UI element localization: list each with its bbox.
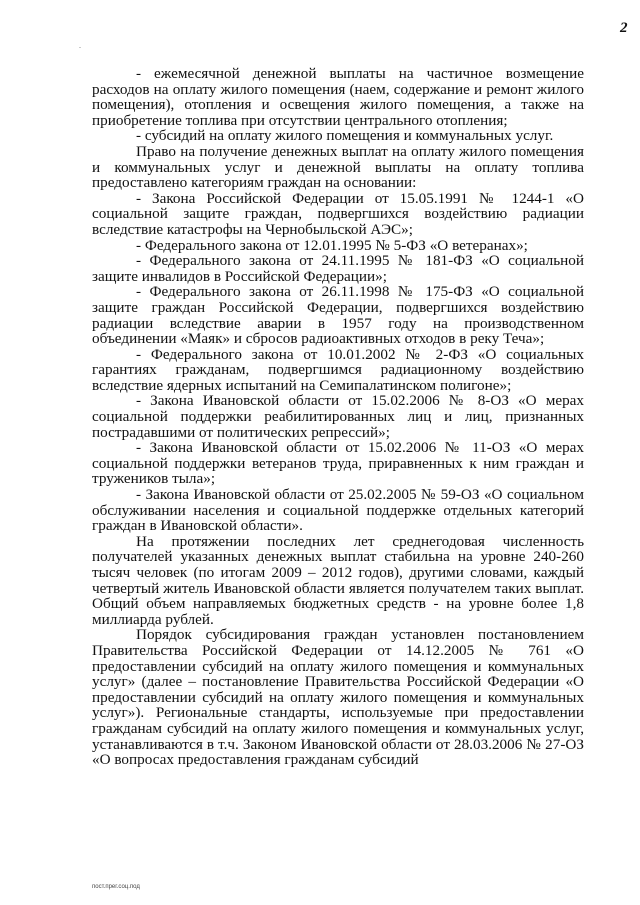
paragraph: - Закона Ивановской области от 15.02.2006 № 8-ОЗ «О мерах социальной поддержки реабилитированных лиц и лиц, признанных пострадавшими от политических репрессий»; bbox=[92, 392, 584, 441]
paragraph: Право на получение денежных выплат на оплату жилого помещения и коммунальных услуг и денежной выплаты на оплату топлива предоставлено категориям граждан на основании: bbox=[92, 142, 584, 192]
paragraph: На протяжении последних лет среднегодовая численность получателей указанных денежных выплат стабильна на уровне 240-260 тысяч человек (по итогам 2009 – 2012 годов), другими словами, каждый четвертый житель Ивановской области является получателем таких выплат. Общий объем направляемых бюджетных средств - на уровне более 1,8 миллиарда рублей. bbox=[92, 532, 584, 628]
page-number: 2 bbox=[620, 20, 628, 36]
paragraph: - Федерального закона от 24.11.1995 № 181-ФЗ «О социальной защите инвалидов в Российской Федерации»; bbox=[92, 252, 584, 285]
paragraph: - Закона Ивановской области от 15.02.2006 № 11-ОЗ «О мерах социальной поддержки ветеранов труда, приравненных к ним граждан и тружеников тыла»; bbox=[92, 439, 584, 488]
paragraph: - ежемесячной денежной выплаты на частичное возмещение расходов на оплату жилого помещения (наем, содержание и ремонт жилого помещения), отопления и освещения жилого помещения, а также на приобретение топлива при отсутствии центрального отопления; bbox=[92, 65, 584, 129]
paragraph: - субсидий на оплату жилого помещения и коммунальных услуг. bbox=[136, 127, 554, 145]
footer-filename: пост.прег.соц.под bbox=[92, 884, 140, 890]
paragraph: - Федерального закона от 26.11.1998 № 175-ФЗ «О социальной защите граждан Российской Федерации, подвергшихся воздействию радиации вследствие аварии в 1957 году на производственном объединении «Маяк» и сбросов радиоактивных отходов в реку Теча»; bbox=[92, 283, 584, 348]
scan-mark: . bbox=[79, 41, 81, 50]
paragraph: - Федерального закона от 12.01.1995 № 5-ФЗ «О ветеранах»; bbox=[136, 236, 528, 254]
paragraph: - Закона Ивановской области от 25.02.2005 № 59-ОЗ «О социальном обслуживании населения и социальной поддержке отдельных категорий граждан в Ивановской области». bbox=[92, 486, 584, 535]
paragraph: - Закона Российской Федерации от 15.05.1991 № 1244-1 «О социальной защите граждан, подвергшихся воздействию радиации вследствие катастрофы на Чернобыльской АЭС»; bbox=[92, 189, 584, 238]
paragraph: - Федерального закона от 10.01.2002 № 2-ФЗ «О социальных гарантиях гражданам, подвергшимся радиационному воздействию вследствие ядерных испытаний на Семипалатинском полигоне»; bbox=[92, 345, 584, 394]
paragraph: Порядок субсидирования граждан установлен постановлением Правительства Российской Федерации от 14.12.2005 № 761 «О предоставлении субсидий на оплату жилого помещения и коммунальных услуг» (далее – постановление Правительства Российской Федерации «О предоставлении субсидий на оплату жилого помещения и коммунальных услуг»). Региональные стандарты, используемые при предоставлении гражданам субсидий на оплату жилого помещения и коммунальных услуг, устанавливаются в т.ч. Законом Ивановской области от 28.03.2006 № 27-ОЗ «О вопросах предоставления гражданам субсидий bbox=[92, 626, 584, 769]
document-body bbox=[92, 66, 584, 768]
